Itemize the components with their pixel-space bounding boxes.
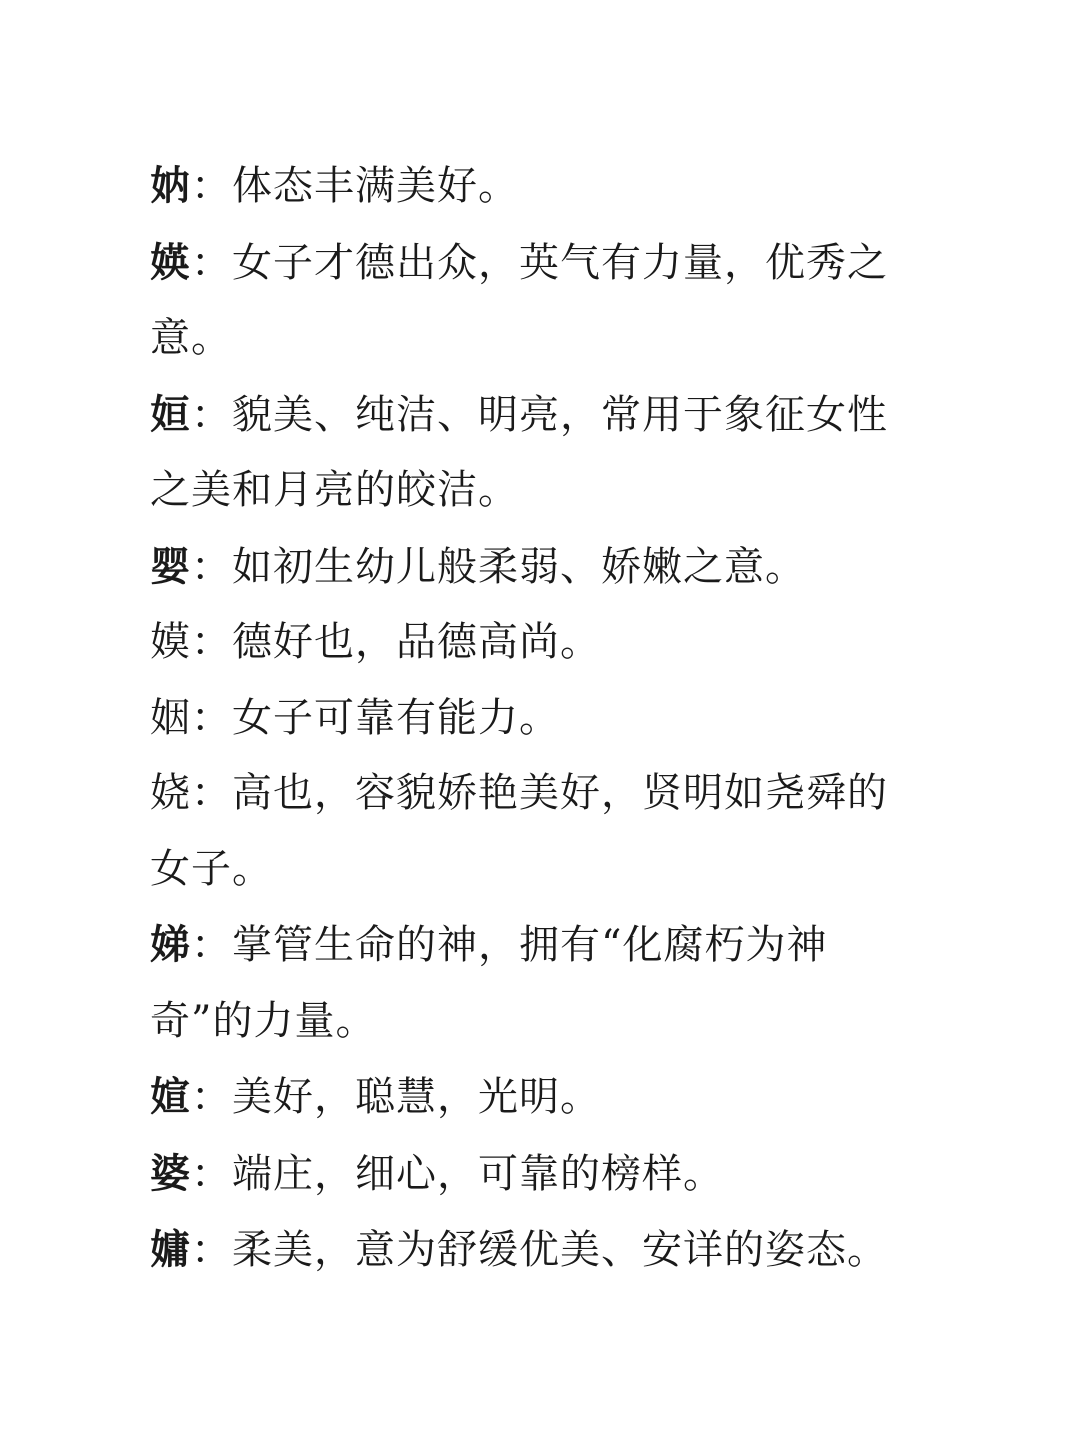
entry-7	[150, 756, 925, 907]
entry-11	[150, 1212, 925, 1289]
entry-meaning: 美好，聪慧，光明。	[232, 1074, 601, 1120]
entry-char: 嫞	[150, 1226, 191, 1273]
entry-meaning: 掌管生命的神，拥有“化腐朽为神奇”的力量。	[150, 922, 828, 1044]
entry-5	[150, 605, 925, 681]
entry-meaning: 高也，容貌娇艳美好，贤明如尧舜的女子。	[150, 770, 888, 892]
entry-separator: ：	[191, 770, 232, 816]
entry-meaning: 德好也，品德高尚。	[232, 619, 601, 665]
entry-meaning: 柔美，意为舒缓优美、安详的姿态。	[232, 1227, 888, 1273]
entry-2	[150, 225, 925, 377]
entry-4	[150, 529, 925, 606]
entry-char: 婆	[150, 1149, 191, 1197]
entry-char: 妠	[150, 162, 191, 209]
entry-separator: ：	[191, 619, 232, 665]
entry-char: 嫫	[150, 619, 191, 665]
entry-separator: ：	[191, 1074, 232, 1120]
entry-meaning: 貌美、纯洁、明亮，常用于象征女性之美和月亮的皎洁。	[150, 391, 888, 513]
entry-separator: ：	[191, 922, 232, 968]
entry-6	[150, 681, 925, 757]
entry-separator: ：	[191, 163, 232, 209]
entry-separator: ：	[191, 1227, 232, 1273]
entry-3	[150, 377, 925, 529]
entry-9	[150, 1059, 925, 1136]
entry-char: 婴	[150, 542, 191, 590]
entry-separator: ：	[191, 694, 232, 741]
entry-meaning: 端庄，细心，可靠的榜样。	[232, 1150, 724, 1197]
entry-meaning: 女子才德出众，英气有力量，优秀之意。	[150, 239, 888, 361]
entry-char: 媗	[150, 1073, 191, 1120]
entry-1	[150, 148, 925, 225]
entry-separator: ：	[191, 391, 232, 438]
entry-separator: ：	[191, 239, 232, 286]
entry-10	[150, 1136, 925, 1213]
entry-8	[150, 907, 925, 1059]
entry-separator: ：	[191, 543, 232, 590]
entry-char: 娆	[150, 770, 191, 816]
entry-char: 媖	[150, 238, 191, 286]
entry-char: 娣	[150, 921, 191, 968]
entry-char: 姮	[150, 390, 191, 438]
entry-meaning: 体态丰满美好。	[232, 163, 519, 209]
character-meaning-list	[150, 148, 925, 1289]
entry-char: 姻	[150, 694, 191, 741]
entry-meaning: 女子可靠有能力。	[232, 694, 560, 741]
entry-meaning: 如初生幼儿般柔弱、娇嫩之意。	[232, 543, 806, 590]
entry-separator: ：	[191, 1150, 232, 1197]
